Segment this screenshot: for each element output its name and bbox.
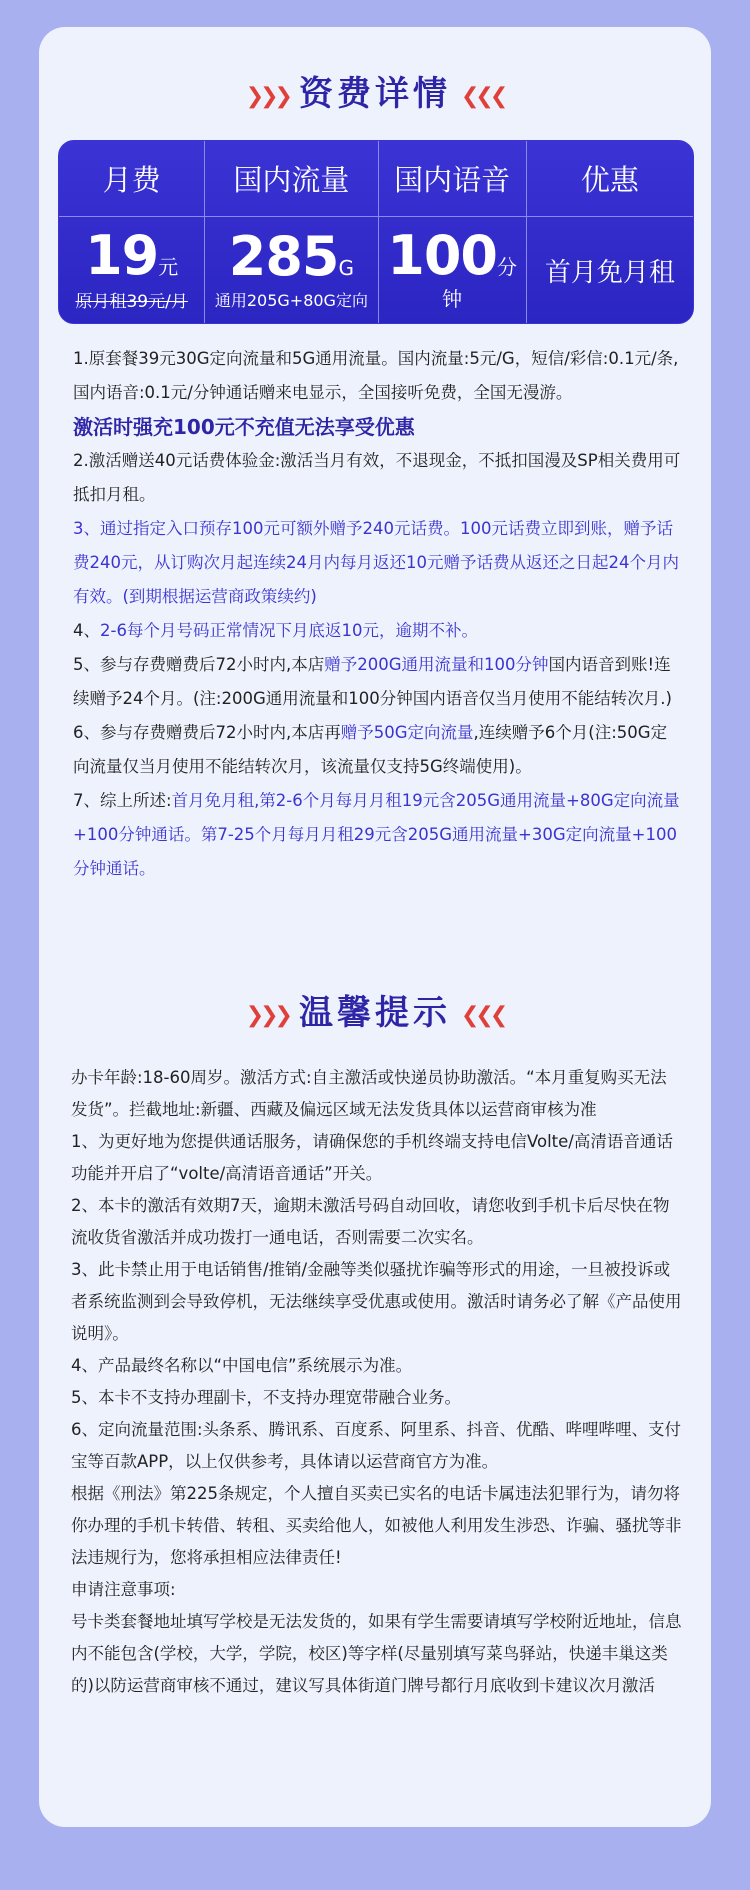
tip-line: 5、本卡不支持办理副卡，不支持办理宽带融合业务。 bbox=[71, 1388, 461, 1407]
detail-item-3-prefix: 3、 bbox=[73, 519, 100, 538]
promo-text: 首月免月租 bbox=[544, 258, 675, 288]
monthly-fee-value: 19 bbox=[85, 224, 159, 287]
detail-item-3 bbox=[73, 512, 683, 614]
chevron-right-icon: ❯❯❯ bbox=[245, 83, 289, 109]
header-monthly-fee: 月费 bbox=[59, 141, 205, 216]
monthly-fee-unit: 元 bbox=[158, 255, 179, 279]
detail-item-7-blue: 首月免月租,第2-6个月每月月租19元含205G通用流量+80G定向流量+100分钟通话。第7-25个月每月月租29元含205G通用流量+30G定向流量+100分钟通话。 bbox=[73, 791, 680, 878]
tip-line: 根据《刑法》第225条规定，个人擅自买卖已实名的电话卡属违法犯罪行为，请勿将你办理的手机卡转借、转租、买卖给他人，如被他人利用发生涉恐、诈骗、骚扰等非法违规行为，您将承担相应法律责任! bbox=[71, 1484, 682, 1567]
detail-item-6-a: 6、参与存费赠费后72小时内,本店再 bbox=[73, 723, 341, 742]
header-promotion: 优惠 bbox=[580, 163, 639, 197]
tips-heading bbox=[0, 985, 750, 1034]
fee-table-header bbox=[59, 141, 693, 216]
detail-item-6 bbox=[73, 716, 683, 784]
tip-line: 2、本卡的激活有效期7天，逾期未激活号码自动回收，请您收到手机卡后尽快在物流收货省激活并成功拨打一通电话，否则需要二次实名。 bbox=[71, 1196, 670, 1247]
tip-line: 4、产品最终名称以“中国电信”系统展示为准。 bbox=[71, 1356, 413, 1375]
detail-item-5-blue: 赠予200G通用流量和100分钟 bbox=[324, 655, 549, 674]
detail-item-6-blue: 赠予50G定向流量 bbox=[340, 723, 474, 742]
original-monthly-fee: 原月租39元/月 bbox=[75, 292, 188, 312]
detail-item-5 bbox=[73, 648, 683, 716]
detail-item-7 bbox=[73, 784, 683, 886]
detail-item-4 bbox=[73, 614, 683, 648]
voice-cell bbox=[379, 217, 527, 324]
fee-details-text bbox=[73, 342, 683, 886]
tip-line: 号卡类套餐地址填写学校是无法发货的，如果有学生需要请填写学校附近地址，信息内不能包含(学校，大学，学院，校区)等字样(尽量别填写菜鸟驿站，快递丰巢这类的)以防运营商审核不通过，建议写具体街道门牌号都行月底收到卡建议次月激活 bbox=[71, 1612, 682, 1695]
detail-item-4-text: 2-6每个月号码正常情况下月底返10元，逾期不补。 bbox=[100, 621, 478, 640]
chevron-left-icon: ❮❮❮ bbox=[461, 1002, 505, 1028]
detail-item-7-a: 7、综上所述: bbox=[73, 791, 172, 810]
fee-details-heading bbox=[0, 66, 750, 115]
promo-cell bbox=[527, 217, 693, 324]
tip-line: 申请注意事项: bbox=[71, 1580, 176, 1599]
detail-item-2: 2.激活赠送40元话费体验金:激活当月有效，不退现金，不抵扣国漫及SP相关费用可抵扣月租。 bbox=[73, 451, 681, 504]
data-value: 285 bbox=[228, 225, 339, 288]
header-domestic-data: 国内流量 bbox=[205, 141, 378, 216]
chevron-left-icon: ❮❮❮ bbox=[461, 83, 505, 109]
chevron-right-icon: ❯❯❯ bbox=[245, 1002, 289, 1028]
tip-line: 办卡年龄:18-60周岁。激活方式:自主激活或快递员协助激活。“本月重复购买无法发货”。拦截地址:新疆、西藏及偏远区域无法发货具体以运营商审核为准 bbox=[71, 1068, 667, 1119]
voice-unit: 分钟 bbox=[442, 255, 518, 311]
tips-title: 温馨提示 bbox=[299, 993, 451, 1033]
detail-item-5-b: 国内语音到账!连续赠予24个月。(注:200G通用流量和100分钟国内语音仅当月使用不能结转次月.) bbox=[73, 655, 672, 708]
fee-details-title: 资费详情 bbox=[299, 74, 451, 114]
detail-item-5-a: 5、参与存费赠费后72小时内,本店 bbox=[73, 655, 325, 674]
voice-value: 100 bbox=[387, 224, 498, 287]
data-cell bbox=[205, 217, 378, 324]
tips-text bbox=[71, 1062, 683, 1702]
detail-item-3-text: 通过指定入口预存100元可额外赠予240元话费。100元话费立即到账，赠予话费240元，从订购次月起连续24月内每月返还10元赠予话费从返还之日起24个月内有效。(到期根据运营商政策续约) bbox=[73, 519, 679, 606]
header-domestic-voice: 国内语音 bbox=[379, 141, 527, 216]
data-unit: G bbox=[338, 256, 355, 280]
fee-table bbox=[58, 140, 694, 324]
monthly-fee-cell bbox=[59, 217, 205, 324]
fee-table-values bbox=[59, 216, 693, 324]
data-note: 通用205G+80G定向 bbox=[214, 291, 368, 310]
tip-line: 1、为更好地为您提供通话服务，请确保您的手机终端支持电信Volte/高清语音通话功能并开启了“volte/高清语音通话”开关。 bbox=[71, 1132, 673, 1183]
tip-line: 3、此卡禁止用于电话销售/推销/金融等类似骚扰诈骗等形式的用途，一旦被投诉或者系统监测到会导致停机，无法继续享受优惠或使用。激活时请务必了解《产品使用说明》。 bbox=[71, 1260, 682, 1343]
detail-item-6-b: ,连续赠予6个月(注:50G定向流量仅当月使用不能结转次月，该流量仅支持5G终端使用)。 bbox=[73, 723, 668, 776]
detail-item-4-prefix: 4、 bbox=[73, 621, 100, 640]
detail-item-1: 1.原套餐39元30G定向流量和5G通用流量。国内流量:5元/G，短信/彩信:0.1元/条,国内语音:0.1元/分钟通话赠来电显示，全国接听免费，全国无漫游。 bbox=[73, 349, 679, 402]
recharge-highlight: 激活时强充100元不充值无法享受优惠 bbox=[73, 415, 415, 439]
tip-line: 6、定向流量范围:头条系、腾讯系、百度系、阿里系、抖音、优酷、哔哩哔哩、支付宝等百款APP，以上仅供参考，具体请以运营商官方为准。 bbox=[71, 1420, 682, 1471]
